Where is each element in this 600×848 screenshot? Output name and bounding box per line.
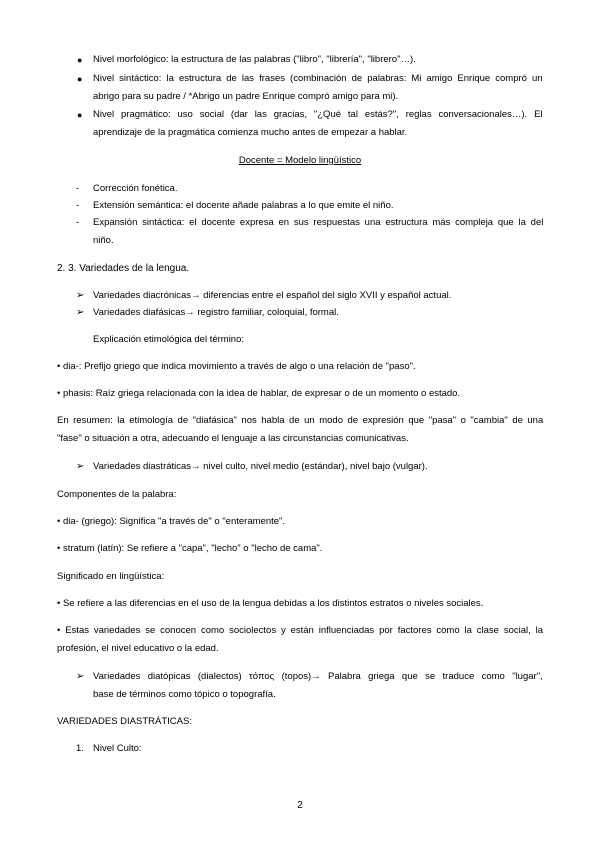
level-pragmatico-line2: aprendizaje de la pragmática comienza mucho antes de empezar a hablar. [93,127,408,138]
variedad-item: Variedades diacrónicas→ diferencias entre el español del siglo XVII y español actual. [93,290,452,301]
componente-item: • dia- (griego): Significa "a través de" o "enteramente". [57,516,286,527]
level-sintactico-line2: abrigo para su padre / *Abrigo un padre Enrique compró amigo para mi). [93,91,399,102]
significado-item: • Se refiere a las diferencias en el uso de la lengua debidas a los distintos estratos o niveles sociales. [57,598,484,609]
bullet-icon: ● [77,110,83,120]
componente-item: • stratum (latín): Se refiere a "capa", "lecho" o "lecho de cama". [57,543,323,554]
diastraticas-item: Variedades diastráticas→ nivel culto, nivel medio (estándar), nivel bajo (vulgar). [93,461,428,472]
diastraticas-heading: VARIEDADES DIASTRÁTICAS: [57,716,192,727]
resumen-line1: En resumen: la etimología de "diafásica" nos habla de un modo de expresión que "pasa" o "cambia" de una [57,415,544,426]
dash-icon: - [76,200,80,211]
etimologia-item: • phasis: Raíz griega relacionada con la idea de hablar, de expresar o de un momento o estado. [57,388,461,399]
etimologia-item: • dia-: Prefijo griego que indica movimiento a través de algo o una relación de "paso". [57,361,416,372]
docente-item: Extensión semántica: el docente añade palabras a lo que emite el niño. [93,200,394,211]
arrow-bullet-icon: ➢ [76,461,85,472]
docente-heading [0,155,600,167]
docente-item: Corrección fonética. [93,183,178,194]
bullet-icon: ● [77,55,83,65]
variedad-item: Variedades diafásicas→ registro familiar, coloquial, formal. [93,307,339,318]
numbered-item-number: 1. [76,743,84,754]
section-heading: 2. 3. Variedades de la lengua. [57,263,190,274]
diatopicas-line2: base de términos como tópico o topografía. [93,689,276,700]
docente-item-line2: niño. [93,235,114,246]
dash-icon: - [76,217,80,228]
docente-heading-text: Docente = Modelo lingüístico [238,155,362,166]
level-sintactico-line1: Nivel sintáctico: la estructura de las frases (combinación de palabras: Mi amigo Enrique compró un [93,73,543,84]
docente-item-line1: Expansión sintáctica: el docente expresa en sus respuestas una estructura más compleja que la del [93,217,544,228]
componentes-heading: Componentes de la palabra: [57,489,177,500]
significado-item-line1: • Estas variedades se conocen como sociolectos y están influenciadas por factores como la clase social, la [57,625,544,636]
level-morfologico: Nivel morfológico: la estructura de las palabras ("libro", "librería", "librero"…). [93,54,416,65]
bullet-icon: ● [77,74,83,84]
numbered-item-text: Nivel Culto: [93,743,142,754]
explicacion-heading: Explicación etimológica del término: [93,334,245,345]
significado-heading: Significado en lingüística: [57,571,165,582]
arrow-bullet-icon: ➢ [76,290,85,301]
arrow-bullet-icon: ➢ [76,307,85,318]
dash-icon: - [76,183,80,194]
level-pragmatico-line1: Nivel pragmático: uso social (dar las gracias, "¿Qué tal estás?", reglas conversacionales…). El [93,109,543,120]
significado-item-line2: profesión, el nivel educativo o la edad. [57,643,219,654]
arrow-bullet-icon: ➢ [76,671,85,682]
diatopicas-line1: Variedades diatópicas (dialectos) τόπος (topos)→ Palabra griega que se traduce como "lugar", [93,671,543,682]
resumen-line2: "fase" o situación a otra, adecuando el lenguaje a las circunstancias comunicativas. [57,433,409,444]
page-number: 2 [297,800,303,811]
